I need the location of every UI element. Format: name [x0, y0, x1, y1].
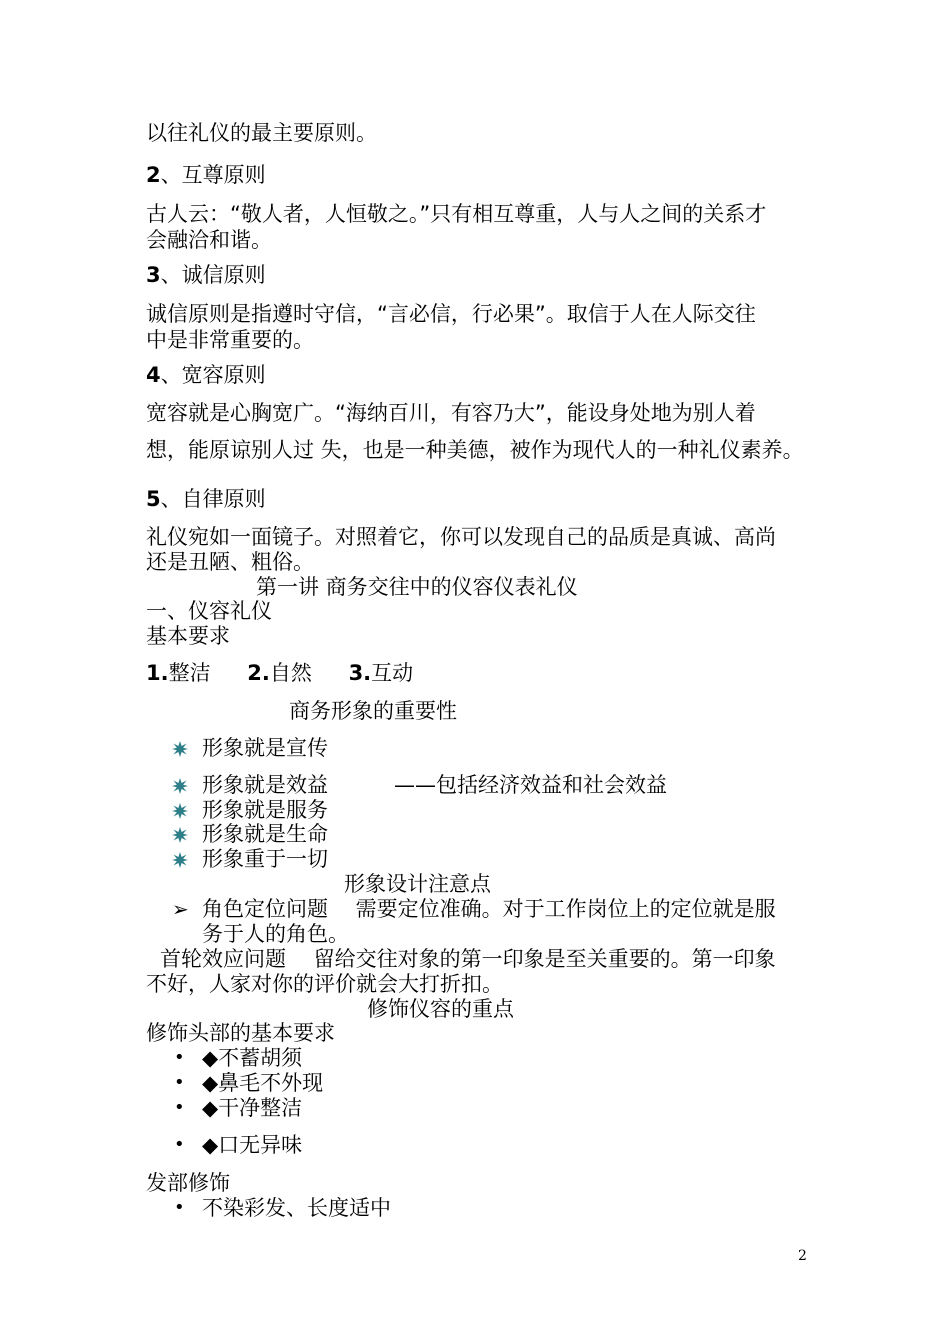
req-text: 自然 [269, 661, 312, 685]
paragraph-line: 古人云：“敬人者，人恒敬之。”只有相互尊重，人与人之间的关系才 [146, 202, 767, 226]
heading-text: 、宽容原则 [160, 363, 266, 387]
heading-text: 、自律原则 [160, 487, 266, 511]
dot-bullet-icon: • [174, 1134, 185, 1155]
dot-bullet-icon: • [174, 1197, 185, 1218]
list-item: ◆干净整洁 [202, 1096, 303, 1120]
heading-number: 5 [146, 487, 161, 511]
dot-bullet-icon: • [174, 1097, 185, 1118]
heading-number: 2 [146, 163, 161, 187]
star-bullet-icon [172, 803, 188, 819]
paragraph-line: 以往礼仪的最主要原则。 [146, 121, 377, 145]
arrow-bullet-icon: ➢ [172, 897, 189, 921]
paragraph-line: 礼仪宛如一面镜子。对照着它，你可以发现自己的品质是真诚、高尚 [146, 525, 776, 549]
list-item-continued: 务于人的角色。 [202, 922, 349, 946]
heading-text: 、互尊原则 [160, 163, 266, 187]
focus-title: 修饰仪容的重点 [367, 997, 514, 1021]
paragraph-line: 中是非常重要的。 [146, 328, 314, 352]
req-number: 1. [146, 661, 169, 685]
subheading: 发部修饰 [146, 1171, 230, 1195]
list-item: 不染彩发、长度适中 [202, 1196, 391, 1220]
req-text: 整洁 [168, 661, 211, 685]
paragraph-line: 想，能原谅别人过 失，也是一种美德，被作为现代人的一种礼仪素养。 [146, 438, 804, 462]
list-item: ◆口无异味 [202, 1133, 303, 1157]
heading-text: 、诚信原则 [160, 263, 266, 287]
list-item: 形象就是生命 [202, 822, 328, 846]
list-item [202, 772, 802, 798]
paragraph-line: 首轮效应问题 留给交往对象的第一印象是至关重要的。第一印象 [160, 947, 776, 971]
dot-bullet-icon: • [174, 1072, 185, 1093]
subheading: 修饰头部的基本要求 [146, 1021, 335, 1045]
heading-principle-2 [146, 162, 811, 188]
list-item: ◆不蓄胡须 [202, 1046, 303, 1070]
star-bullet-icon [172, 741, 188, 757]
importance-title: 商务形象的重要性 [289, 699, 457, 723]
heading-principle-5 [146, 486, 811, 512]
paragraph-line: 诚信原则是指遵时守信，“言必信，行必果”。取信于人在人际交往 [146, 302, 756, 326]
list-item: 角色定位问题 需要定位准确。对于工作岗位上的定位就是服 [202, 897, 776, 921]
req-number: 3. [348, 661, 372, 685]
list-item: ◆鼻毛不外现 [202, 1071, 324, 1095]
paragraph-line: 宽容就是心胸宽广。“海纳百川，有容乃大”，能设身处地为别人着 [146, 401, 756, 425]
star-bullet-icon [172, 852, 188, 868]
star-bullet-icon [172, 827, 188, 843]
dot-bullet-icon: • [174, 1047, 185, 1068]
list-item-text: 形象就是效益 [202, 773, 328, 797]
heading-number: 4 [146, 363, 161, 387]
section-heading: 一、仪容礼仪 [146, 599, 272, 623]
list-item: 形象就是服务 [202, 798, 328, 822]
requirements-row [146, 660, 811, 686]
page-number: 2 [798, 1248, 807, 1264]
paragraph-line: 会融洽和谐。 [146, 228, 272, 252]
list-item-note: ——包括经济效益和社会效益 [394, 773, 667, 797]
heading-principle-3 [146, 262, 811, 288]
list-item: 形象重于一切 [202, 847, 328, 871]
paragraph-line: 不好，人家对你的评价就会大打折扣。 [146, 972, 503, 996]
heading-number: 3 [146, 263, 161, 287]
list-item: 形象就是宣传 [202, 736, 328, 760]
lecture-title: 第一讲 商务交往中的仪容仪表礼仪 [256, 575, 578, 599]
subheading: 基本要求 [146, 624, 230, 648]
star-bullet-icon [172, 778, 188, 794]
design-title: 形象设计注意点 [344, 872, 491, 896]
req-text: 互动 [371, 661, 414, 685]
heading-principle-4 [146, 362, 811, 388]
paragraph-line: 还是丑陋、粗俗。 [146, 550, 314, 574]
req-number: 2. [247, 661, 270, 685]
